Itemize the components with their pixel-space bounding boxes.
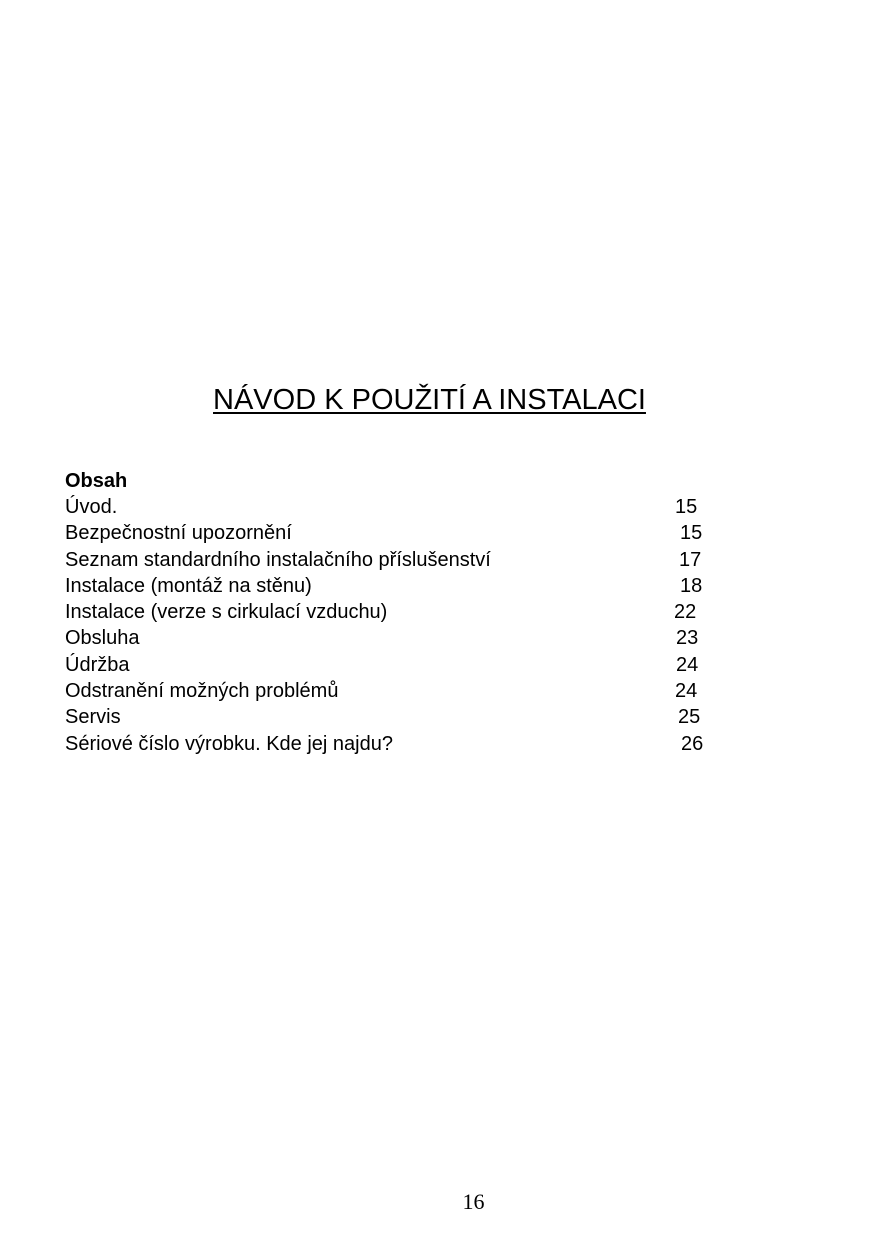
toc-entry-label: Údržba [65,653,130,676]
page-number: 16 [462,1189,485,1214]
toc-entry [65,599,725,625]
toc-entry-page: 24 [676,653,699,676]
toc-entry-page: 26 [681,732,704,755]
toc-entry-page: 18 [680,574,703,597]
toc-entry-label: Bezpečnostní upozornění [65,522,292,545]
toc-entry-page: 25 [678,706,701,729]
toc-entry [65,652,725,678]
toc-entry-label: Úvod. [65,496,118,518]
toc-entry [65,520,725,546]
toc-entry-page: 15 [675,496,698,518]
document-title: NÁVOD K POUŽITÍ A INSTALACI [213,384,646,416]
toc-entry [65,494,725,520]
toc-entry-page: 24 [675,680,698,703]
toc-entry-label: Seznam standardního instalačního příslušenství [65,548,491,571]
toc-entry-label: Instalace (verze s cirkulací vzduchu) [65,601,388,624]
toc-entry [65,731,725,757]
toc-entry [65,704,725,730]
toc-entry-page: 15 [680,522,703,545]
table-of-contents [65,494,725,757]
toc-entry-label: Sériové číslo výrobku. Kde jej najdu? [65,732,393,755]
toc-entry [65,573,725,599]
toc-entry [65,625,725,651]
toc-entry-page: 22 [674,601,697,624]
toc-heading: Obsah [65,470,128,492]
toc-entry-page: 17 [679,548,702,571]
toc-entry-label: Obsluha [65,627,140,650]
toc-entry [65,678,725,704]
toc-entry-page: 23 [676,627,699,650]
toc-entry [65,547,725,573]
toc-entry-label: Servis [65,706,121,729]
toc-entry-label: Odstranění možných problémů [65,680,339,703]
toc-entry-label: Instalace (montáž na stěnu) [65,574,312,597]
